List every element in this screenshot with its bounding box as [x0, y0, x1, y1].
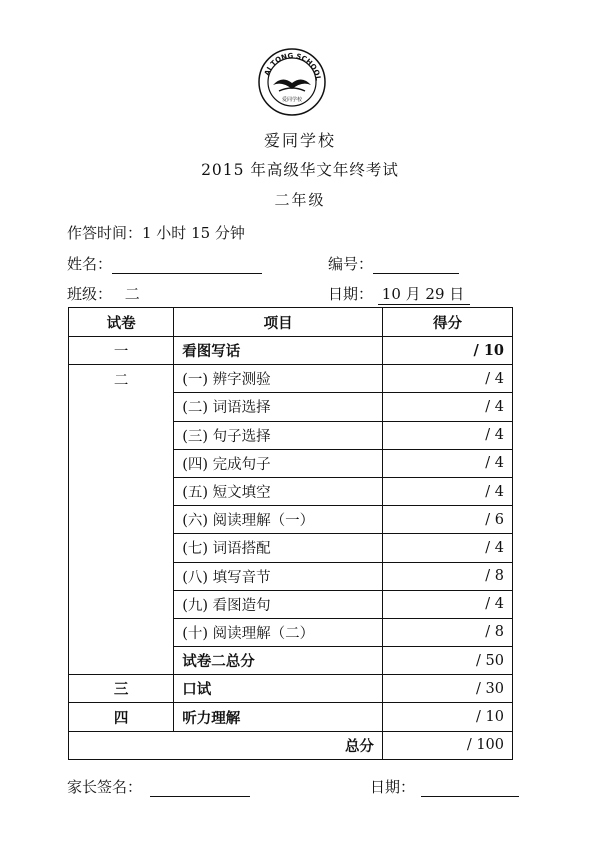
total-label: 总分: [69, 731, 383, 759]
footer-date-blank[interactable]: [421, 780, 519, 797]
table-row: [69, 647, 513, 675]
parent-signature-blank[interactable]: [150, 780, 250, 797]
name-label: 姓名：: [67, 255, 113, 273]
score-cell: / 8: [382, 618, 512, 646]
table-row: [69, 506, 513, 534]
school-logo: [257, 47, 327, 117]
item-cell: 试卷二总分: [174, 647, 383, 675]
score-cell: / 4: [382, 477, 512, 505]
svg-text:爱同学校: 爱同学校: [281, 97, 303, 103]
table-row: [69, 393, 513, 421]
paper-cell: 二: [69, 365, 174, 393]
paper-cell: [69, 647, 174, 675]
parent-signature-label: 家长签名：: [67, 778, 143, 796]
paper-cell: [69, 393, 174, 421]
table-row: [69, 365, 513, 393]
number-label: 编号：: [328, 255, 374, 273]
parent-signature-field: [67, 776, 250, 797]
table-row: [69, 703, 513, 731]
score-cell: / 50: [382, 647, 512, 675]
paper-cell: [69, 590, 174, 618]
svg-text:AI TONG SCHOOL: AI TONG SCHOOL: [263, 51, 323, 82]
score-table: [68, 307, 513, 760]
item-cell: 看图写话: [174, 337, 383, 365]
item-cell: (五) 短文填空: [174, 477, 383, 505]
item-cell: (四) 完成句子: [174, 449, 383, 477]
score-cell: / 4: [382, 590, 512, 618]
total-score: / 100: [382, 731, 512, 759]
footer-date-field: [370, 776, 519, 797]
paper-cell: 四: [69, 703, 174, 731]
school-name: 爱同学校: [263, 131, 336, 150]
item-cell: (十) 阅读理解（二）: [174, 618, 383, 646]
paper-cell: 三: [69, 675, 174, 703]
item-cell: (三) 句子选择: [174, 421, 383, 449]
table-row: [69, 421, 513, 449]
score-cell: / 10: [382, 703, 512, 731]
table-header-row: [69, 308, 513, 337]
date-label: 日期：: [328, 285, 374, 303]
paper-cell: [69, 421, 174, 449]
item-cell: 听力理解: [174, 703, 383, 731]
table-row: [69, 618, 513, 646]
date-value: 10 月 29 日: [378, 283, 470, 305]
item-cell: (二) 词语选择: [174, 393, 383, 421]
class-field: [67, 283, 140, 304]
score-cell: / 10: [382, 337, 512, 365]
class-label: 班级：: [67, 285, 113, 303]
header-item: 项目: [174, 308, 383, 337]
table-row: [69, 449, 513, 477]
score-cell: / 4: [382, 365, 512, 393]
score-cell: / 4: [382, 534, 512, 562]
class-value: 二: [124, 285, 140, 303]
date-field: [328, 283, 470, 305]
header-paper: 试卷: [69, 308, 174, 337]
total-row: [69, 731, 513, 759]
score-cell: / 4: [382, 393, 512, 421]
name-field: [67, 253, 262, 274]
score-cell: / 4: [382, 421, 512, 449]
paper-cell: [69, 534, 174, 562]
item-cell: (六) 阅读理解（一）: [174, 506, 383, 534]
number-field: [328, 253, 459, 274]
paper-cell: [69, 449, 174, 477]
score-cell: / 30: [382, 675, 512, 703]
item-cell: 口试: [174, 675, 383, 703]
paper-cell: [69, 506, 174, 534]
table-row: [69, 562, 513, 590]
table-row: [69, 337, 513, 365]
footer-date-label: 日期：: [370, 778, 416, 796]
table-row: [69, 675, 513, 703]
item-cell: (一) 辨字测验: [174, 365, 383, 393]
name-blank[interactable]: [112, 257, 262, 274]
table-row: [69, 477, 513, 505]
table-row: [69, 534, 513, 562]
score-cell: / 8: [382, 562, 512, 590]
number-blank[interactable]: [373, 257, 459, 274]
header-score: 得分: [382, 308, 512, 337]
paper-cell: [69, 562, 174, 590]
score-cell: / 4: [382, 449, 512, 477]
paper-cell: 一: [69, 337, 174, 365]
paper-cell: [69, 477, 174, 505]
exam-title: 2015 年高级华文年终考试: [201, 161, 399, 179]
item-cell: (九) 看图造句: [174, 590, 383, 618]
item-cell: (七) 词语搭配: [174, 534, 383, 562]
table-row: [69, 590, 513, 618]
exam-duration: 作答时间：1 小时 15 分钟: [67, 224, 245, 242]
grade-label: 二年级: [274, 191, 326, 209]
paper-cell: [69, 618, 174, 646]
item-cell: (八) 填写音节: [174, 562, 383, 590]
score-cell: / 6: [382, 506, 512, 534]
